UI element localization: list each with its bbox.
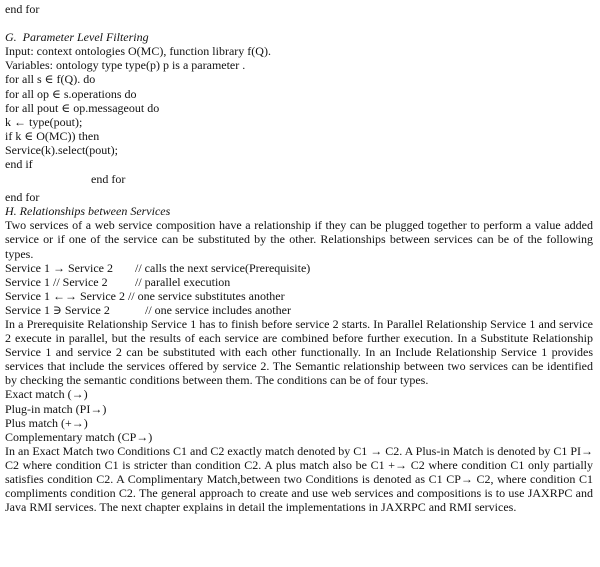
relation-expr: Service 1 → Service 2 (5, 260, 113, 275)
algorithm-line: Input: context ontologies O(MC), function library f(Q). (5, 44, 271, 59)
match-type: Plus match (+→) (5, 415, 88, 430)
section-h-heading: H. Relationships between Services (5, 204, 171, 219)
relation-row (5, 303, 593, 317)
match-type: Exact match (→) (5, 387, 88, 402)
relation-expr: Service 1 // Service 2 (5, 274, 108, 289)
relation-row (5, 261, 593, 275)
match-type: Plug-in match (PI→) (5, 401, 107, 416)
algorithm-line: k ← type(pout); (5, 114, 83, 129)
inner-end-for: end for (91, 172, 126, 187)
match-type: Complementary match (CP→) (5, 429, 153, 444)
relation-row (5, 289, 593, 303)
spacer (5, 16, 593, 30)
algorithm-line: for all s ∈ f(Q). do (5, 72, 96, 87)
section-g-heading: G. Parameter Level Filtering (5, 30, 149, 45)
document-page (5, 2, 593, 514)
top-end-for: end for (5, 2, 40, 16)
section-h-intro: Two services of a web service composition have a relationship if they can be plugged together to perform a value added service or if one of the service can be substituted by the other. Relationships between services can be of the following types. (5, 218, 593, 261)
relation-comment: // one service substitutes another (127, 288, 285, 303)
relation-comment: // parallel execution (135, 274, 231, 289)
section-h-paragraph-2: In a Prerequisite Relationship Service 1 has to finish before service 2 starts. In Parallel Relationship Service 1 and service 2 execute in parallel, but the results of each service are combined before further execution. In a Substitute Relationship Service 1 and service 2 can be substituted with each other functionally. In an Include Relationship Service 1 provides services that include the services offered by service 2. The Semantic relationship between two services can be identified by checking the semantic conditions between them. The conditions can be of four types. (5, 316, 593, 388)
algorithm-line: if k ∈ O(MC)) then (5, 128, 100, 143)
relation-expr: Service 1 ←→ Service 2 (5, 288, 125, 303)
relation-comment: // calls the next service(Prerequisite) (135, 260, 311, 275)
outer-end-for: end for (5, 190, 40, 205)
relation-expr: Service 1 ∋ Service 2 (5, 302, 110, 317)
algorithm-line: Variables: ontology type type(p) p is a parameter . (5, 58, 246, 73)
algorithm-line: Service(k).select(pout); (5, 142, 118, 157)
section-h-paragraph-3: In an Exact Match two Conditions C1 and C2 exactly match denoted by C1 → C2. A Plus-in Match is denoted by C1 PI→ C2 where condition C1 is stricter than condition C2. A plus match also be C1 +→ C2 where condition C1 only partially satisfies condition C2. A Complimentary Match,between two Conditions is denoted as C1 CP→ C2, where condition C1 compliments condition C2. The general approach to create and use web services and compositions is to use JAXRPC and Java RMI services. The next chapter explains in detail the implementations in JAXRPC and RMI services. (5, 443, 593, 515)
relation-row (5, 275, 593, 289)
algorithm-line: for all op ∈ s.operations do (5, 86, 137, 101)
algorithm-line: end if (5, 157, 33, 172)
algorithm-line: for all pout ∈ op.messageout do (5, 100, 160, 115)
relation-comment: // one service includes another (145, 302, 291, 317)
